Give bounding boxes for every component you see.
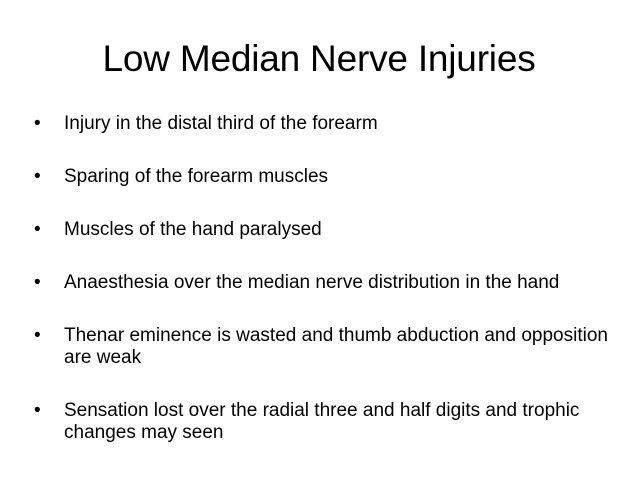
bullet-text: Thenar eminence is wasted and thumb abduction and opposition are weak	[64, 325, 608, 368]
bullet-text: Anaesthesia over the median nerve distribution in the hand	[64, 272, 560, 293]
bullet-item	[34, 400, 614, 444]
bullet-icon: •	[34, 219, 41, 240]
bullet-item	[34, 166, 614, 188]
bullet-item	[34, 272, 614, 294]
bullet-item	[34, 325, 614, 369]
bullet-icon: •	[34, 166, 41, 187]
bullet-text: Muscles of the hand paralysed	[64, 219, 322, 240]
bullet-icon: •	[34, 272, 41, 293]
bullet-text: Sparing of the forearm muscles	[64, 166, 329, 187]
bullet-item	[34, 113, 614, 135]
bullet-icon: •	[34, 113, 41, 134]
bullet-item	[34, 219, 614, 241]
slide-title: Low Median Nerve Injuries	[102, 38, 536, 79]
bullet-list	[34, 113, 614, 444]
bullet-icon: •	[34, 325, 41, 346]
bullet-text: Injury in the distal third of the forearm	[64, 113, 378, 134]
bullet-icon: •	[34, 400, 41, 421]
bullet-text: Sensation lost over the radial three and half digits and trophic changes may seen	[64, 400, 580, 443]
